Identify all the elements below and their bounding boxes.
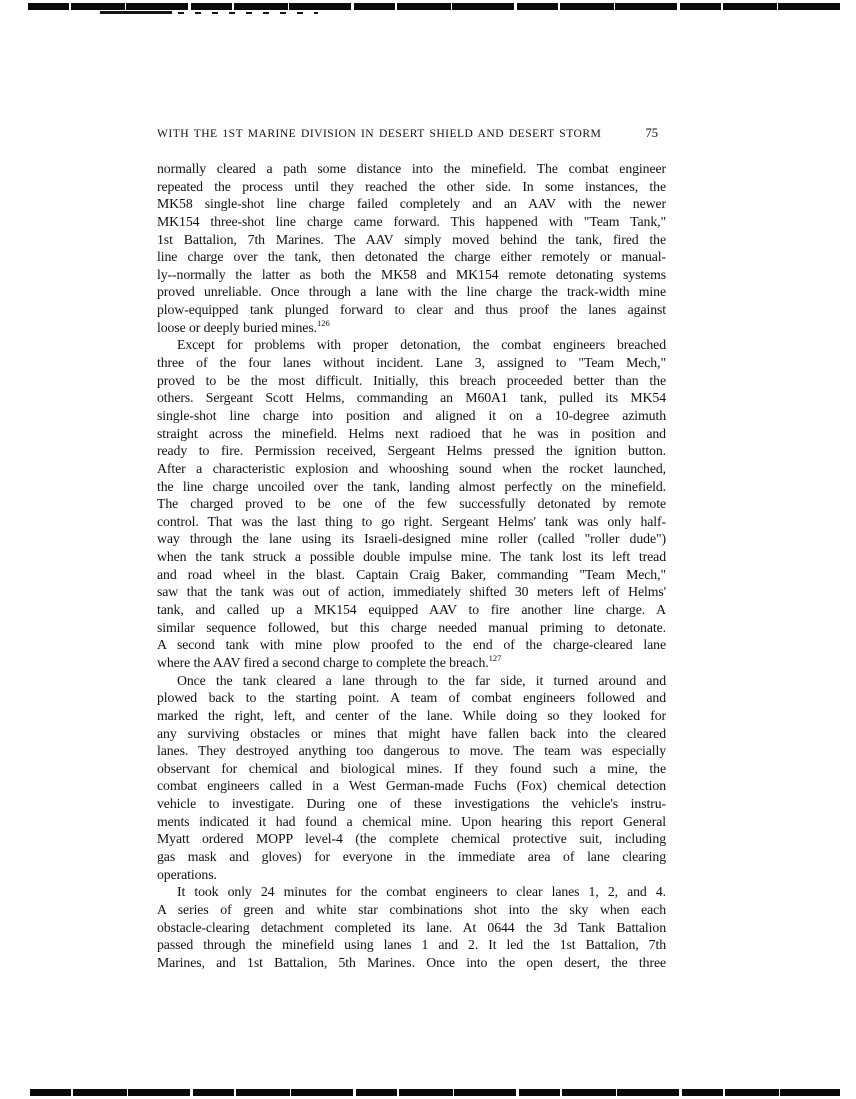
scan-artifact-dash-strip [100, 11, 172, 14]
text-line: Once the tank cleared a lane through to the far side, it turned around and [177, 672, 666, 688]
text-line: saw that the tank was out of action, immediately shifted 30 meters left of Helms' [157, 584, 666, 600]
text-line: It took only 24 minutes for the combat engineers to clear lanes 1, 2, and 4. [177, 884, 666, 900]
footnote-marker: 127 [488, 652, 502, 663]
text-line: passed through the minefield using lanes 1 and 2. It led the 1st Battalion, 7th [157, 937, 666, 953]
text-line: the line charge uncoiled over the tank, landing almost perfectly on the minefield. [157, 478, 666, 494]
text-line: control. That was the last thing to go right. Sergeant Helms' tank was only half- [157, 513, 666, 529]
text-line: Except for problems with proper detonation, the combat engineers breached [177, 337, 666, 353]
text-line: and road wheel in the blast. Captain Craig Baker, commanding "Team Mech," [157, 566, 666, 582]
body-text [157, 160, 666, 971]
text-line: proved to be the most difficult. Initially, this breach proceeded better than the [157, 372, 666, 388]
text-line: MK154 three-shot line charge came forward. This happened with "Team Tank," [157, 213, 666, 229]
text-line: proved unreliable. Once through a lane with the line charge the track-width mine [157, 284, 666, 300]
text-line: ly--normally the latter as both the MK58 and MK154 remote detonating systems [157, 266, 666, 282]
text-line: repeated the process until they reached the other side. In some instances, the [157, 178, 666, 194]
text-line: normally cleared a path some distance into the minefield. The combat engineer [157, 161, 666, 176]
text-line: obstacle-clearing detachment completed its lane. At 0644 the 3d Tank Battalion [157, 919, 666, 935]
paragraph [157, 883, 666, 971]
text-line: lanes. They destroyed anything too dangerous to move. The team was especially [157, 743, 666, 759]
text-line: operations. [157, 866, 217, 882]
page-number: 75 [645, 126, 658, 140]
text-line: plowed back to the starting point. A team of combat engineers followed and [157, 690, 666, 706]
text-line: line charge over the tank, then detonated the charge either remotely or manual- [157, 249, 666, 265]
text-line: when the tank struck a possible double impulse mine. The tank lost its left tread [157, 549, 666, 565]
text-line: MK58 single-shot line charge failed completely and an AAV with the newer [157, 196, 666, 212]
paragraph [157, 672, 666, 884]
scan-artifact-dots [178, 12, 318, 14]
running-header [157, 126, 666, 141]
text-line: others. Sergeant Scott Helms, commanding an M60A1 tank, pulled its MK54 [157, 390, 666, 406]
line-text: where the AAV fired a second charge to complete the breach. [157, 654, 489, 670]
text-line: combat engineers called in a West German-made Fuchs (Fox) chemical detection [157, 778, 666, 794]
scan-artifact-bottom-bar [30, 1089, 840, 1096]
scan-artifact-top-bar [28, 3, 842, 10]
text-line: similar sequence followed, but this charge needed manual priming to detonate. [157, 619, 666, 635]
text-line: vehicle to investigate. During one of these investigations the vehicle's instru- [157, 796, 666, 812]
text-line: After a characteristic explosion and whooshing sound when the rocket launched, [157, 460, 666, 476]
text-line: A series of green and white star combinations shot into the sky when each [157, 901, 666, 917]
text-line: marked the right, left, and center of the lane. While doing so they looked for [157, 707, 666, 723]
text-line [157, 654, 666, 672]
text-line: tank, and called up a MK154 equipped AAV to fire another line charge. A [157, 602, 666, 618]
text-line: ments indicated it had found a chemical mine. Upon hearing this report General [157, 813, 666, 829]
text-line: observant for chemical and biological mines. If they found such a mine, the [157, 760, 666, 776]
text-line: Myatt ordered MOPP level-4 (the complete chemical protective suit, including [157, 831, 666, 847]
text-line: The charged proved to be one of the few successfully detonated by remote [157, 496, 666, 512]
text-line: A second tank with mine plow proofed to the end of the charge-cleared lane [157, 637, 666, 653]
text-line: straight across the minefield. Helms next radioed that he was in position and [157, 425, 666, 441]
text-line: 1st Battalion, 7th Marines. The AAV simply moved behind the tank, fired the [157, 231, 666, 247]
paragraph [157, 336, 666, 671]
text-line: any surviving obstacles or mines that might have fallen back into the cleared [157, 725, 666, 741]
text-line: way through the lane using its Israeli-designed mine roller (called "roller dude") [157, 531, 666, 547]
paragraph [157, 160, 666, 336]
text-line [157, 319, 666, 337]
text-line: gas mask and gloves) for everyone in the immediate area of lane clearing [157, 848, 666, 864]
line-text: loose or deeply buried mines. [157, 319, 317, 335]
text-line: single-shot line charge into position and aligned it on a 10-degree azimuth [157, 407, 666, 423]
text-line: three of the four lanes without incident. Lane 3, assigned to "Team Mech," [157, 355, 666, 371]
footnote-marker: 126 [316, 317, 330, 328]
running-header-title: WITH THE 1ST MARINE DIVISION IN DESERT SHIELD AND DESERT STORM [157, 127, 602, 140]
text-line: ready to fire. Permission received, Sergeant Helms pressed the ignition button. [157, 443, 666, 459]
text-line: Marines, and 1st Battalion, 5th Marines. Once into the open desert, the three [157, 954, 666, 970]
text-line: plow-equipped tank plunged forward to clear and thus proof the lanes against [157, 302, 666, 318]
